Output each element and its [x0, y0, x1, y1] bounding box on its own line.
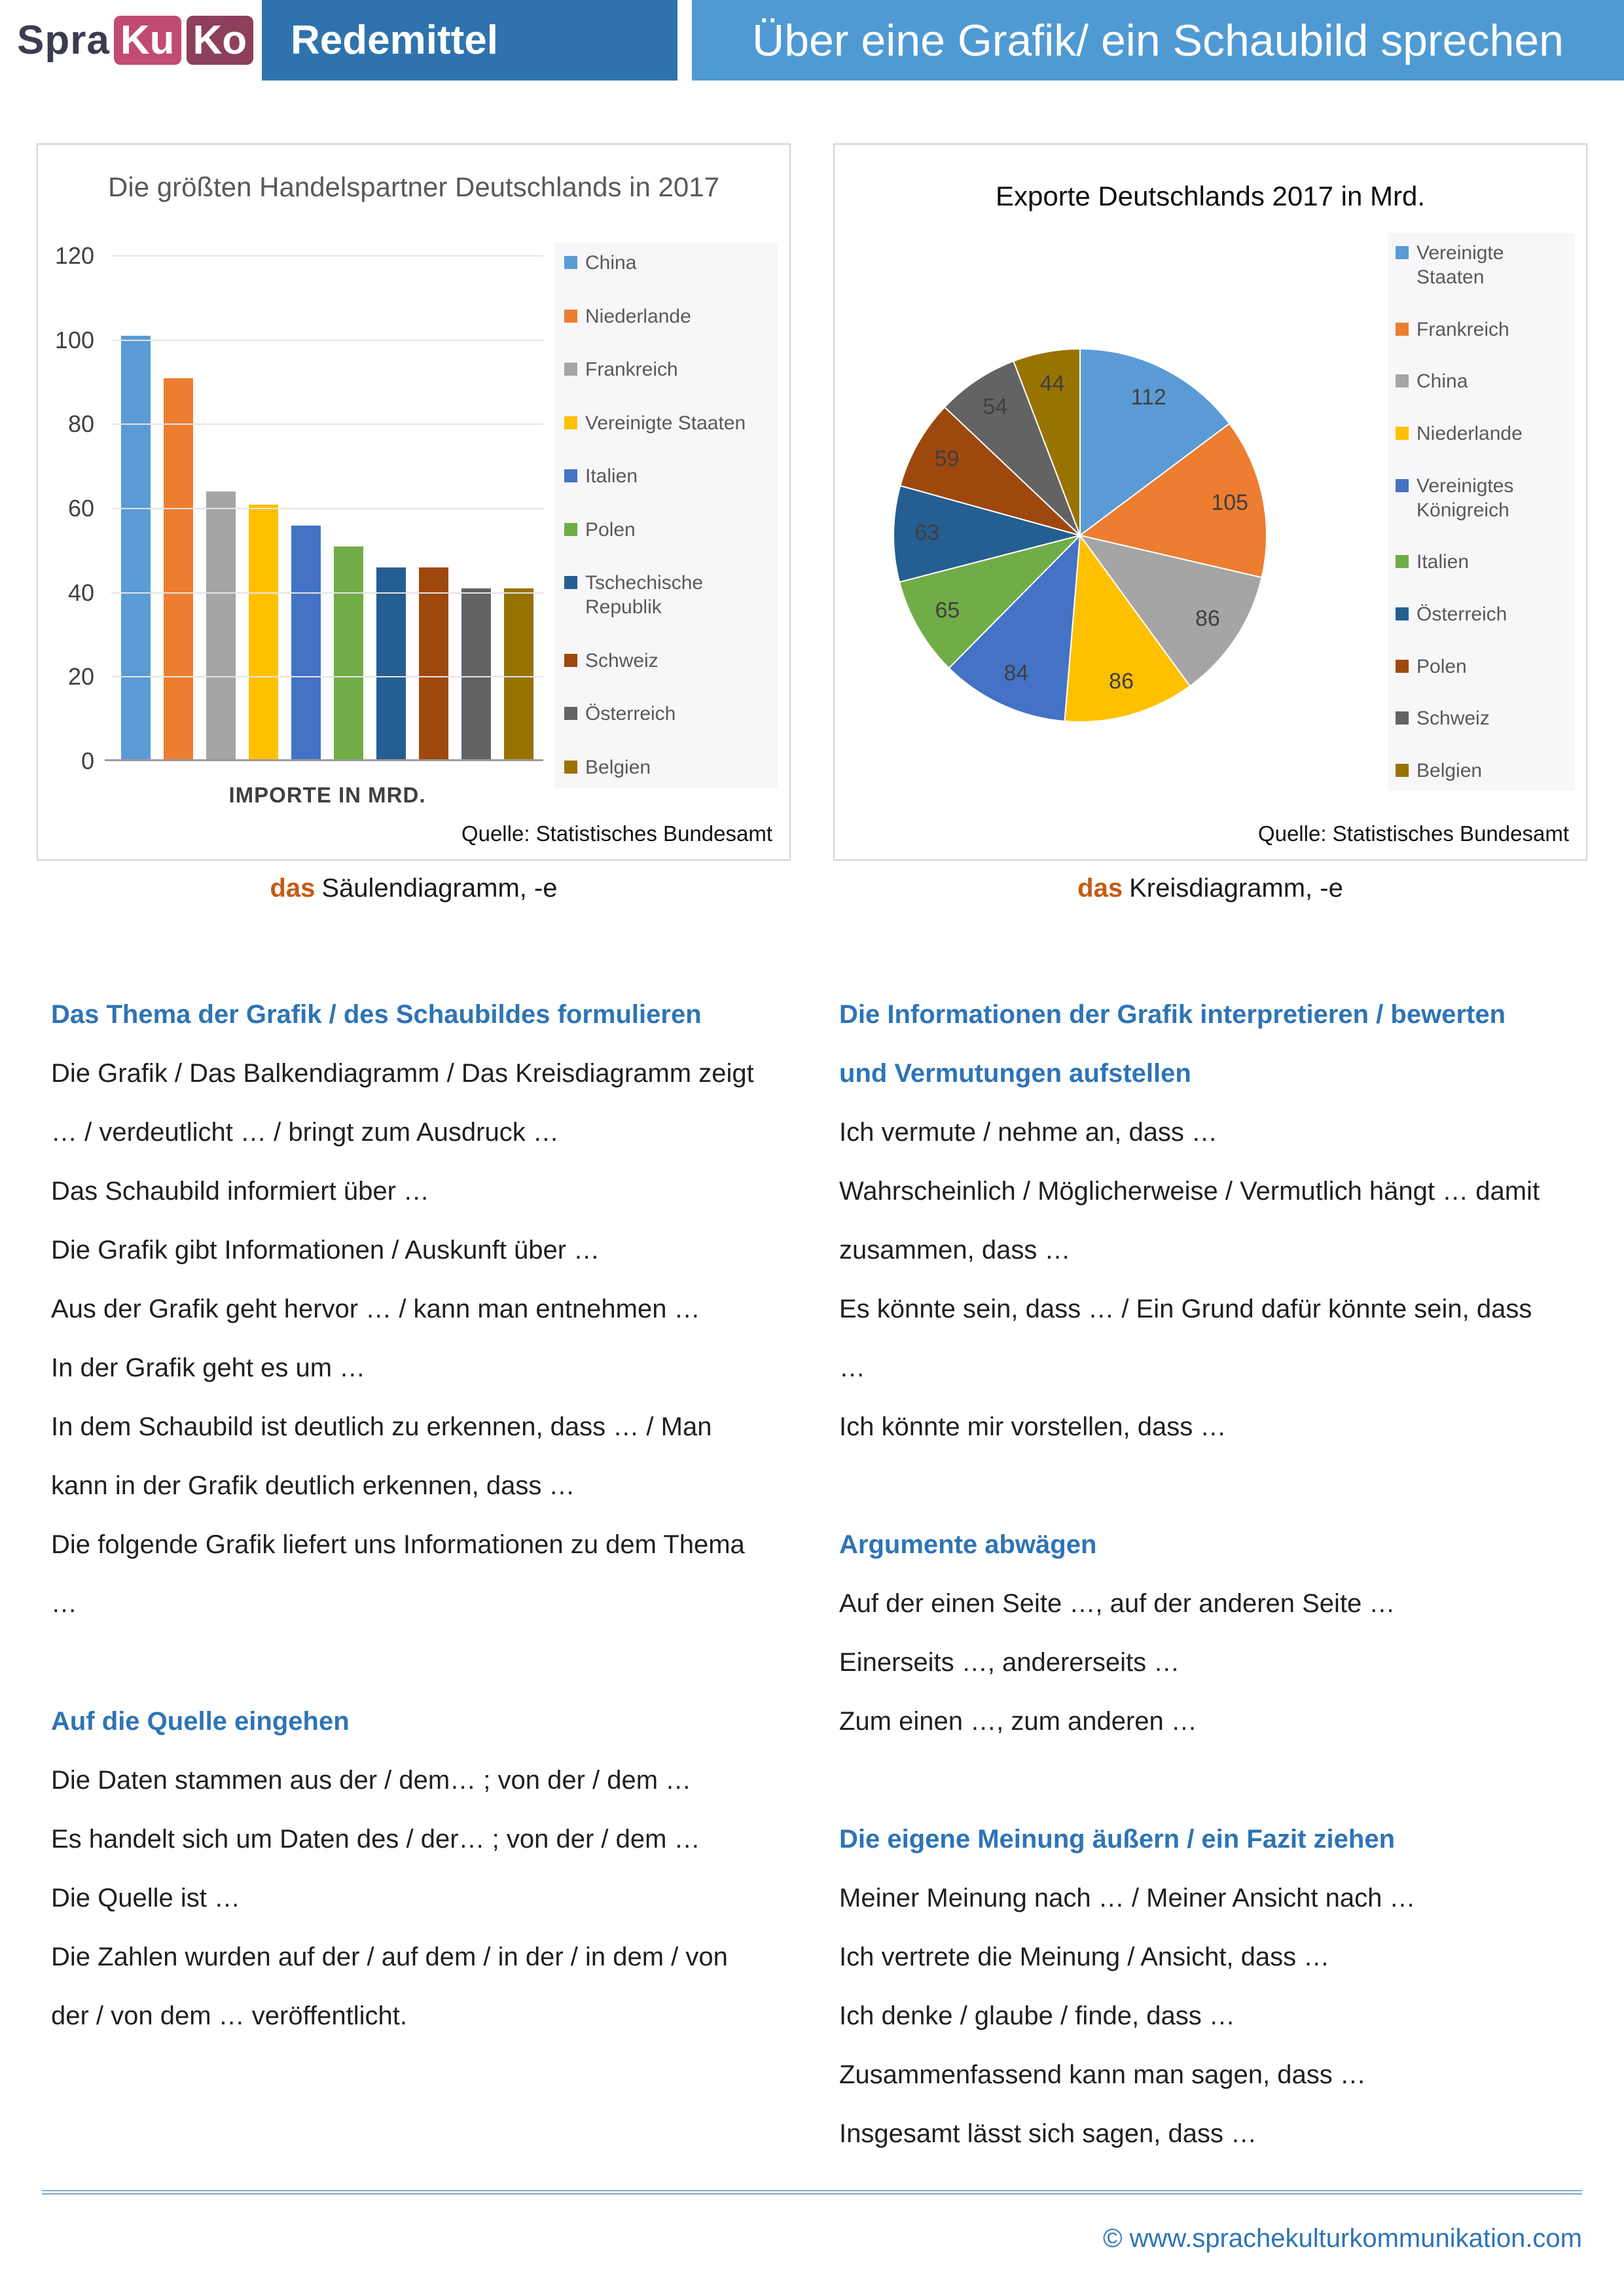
- legend-label: Schweiz: [1416, 708, 1490, 730]
- y-tick-label: 0: [81, 747, 94, 774]
- bar-source: Quelle: Statistisches Bundesamt: [461, 821, 772, 846]
- legend-label: Italien: [1416, 551, 1470, 573]
- legend-label: Belgien: [1416, 759, 1483, 781]
- header-title-band: [692, 0, 1624, 81]
- bar-belgien: [504, 588, 533, 761]
- pie-value-label: 44: [1039, 371, 1065, 397]
- phrase: In der Grafik geht es um …: [51, 1354, 366, 1382]
- bar-y-axis: [38, 242, 101, 774]
- legend-label: Österreich: [1416, 603, 1507, 625]
- phrase: Zum einen …, zum anderen …: [839, 1707, 1197, 1736]
- pie-value-label: 84: [1003, 660, 1029, 686]
- phrase: In dem Schaubild ist deutlich zu erkennen, dass … / Man kann in der Grafik deutlich erkennen, dass …: [51, 1412, 712, 1500]
- column-left: [51, 985, 771, 2045]
- phrase: Die Quelle ist …: [51, 1884, 240, 1912]
- x-axis-line: [105, 759, 543, 761]
- section-interpretieren: [839, 985, 1559, 1456]
- legend-label: Polen: [1416, 655, 1467, 677]
- legend-label: Frankreich: [585, 359, 678, 381]
- legend-item: [564, 702, 774, 726]
- bar-caption: [37, 874, 791, 903]
- legend-swatch-icon: [564, 761, 577, 774]
- bar-chart-title: Die größten Handelspartner Deutschlands in 2017: [108, 171, 719, 202]
- phrase: Ich vermute / nehme an, dass …: [839, 1118, 1218, 1147]
- section-quelle: [51, 1692, 771, 2045]
- legend-swatch-icon: [564, 310, 577, 323]
- legend-item: [1396, 759, 1572, 783]
- phrase: Ich vertrete die Meinung / Ansicht, dass …: [839, 1943, 1330, 1971]
- legend-item: [564, 251, 774, 275]
- legend-item: [1396, 655, 1572, 679]
- phrase: Die Grafik / Das Balkendiagramm / Das Kreisdiagramm zeigt … / verdeutlicht … / bringt zum Ausdruck …: [51, 1059, 754, 1147]
- charts-row: [37, 143, 1587, 861]
- bar-italien: [291, 526, 321, 761]
- legend-swatch-icon: [564, 654, 577, 667]
- legend-swatch-icon: [564, 469, 577, 482]
- legend-swatch-icon: [1396, 711, 1409, 725]
- bar-caption-term: Säulendiagramm, -e: [321, 874, 558, 903]
- legend-label: Vereinigte Staaten: [585, 412, 746, 434]
- legend-label: Vereinigte Staaten: [1416, 242, 1504, 288]
- y-tick-label: 100: [54, 326, 94, 353]
- section-heading: Das Thema der Grafik / des Schaubildes formulieren: [51, 1000, 702, 1029]
- legend-item: [1396, 602, 1572, 626]
- section-heading: Die Informationen der Grafik interpretieren / bewerten und Vermutungen aufstellen: [839, 1000, 1506, 1088]
- bar-caption-article: das: [270, 874, 316, 903]
- legend-item: [1396, 550, 1572, 574]
- pie-legend: [1388, 233, 1574, 791]
- pie-caption: [833, 874, 1587, 903]
- pie-value-label: 86: [1109, 668, 1134, 694]
- phrase: Insgesamt lässt sich sagen, dass …: [839, 2119, 1257, 2148]
- pie-value-label: 86: [1195, 605, 1220, 631]
- pie-chart-card: [833, 143, 1587, 861]
- bar-legend: [554, 243, 778, 787]
- column-right: [839, 985, 1559, 2163]
- phrase: Wahrscheinlich / Möglicherweise / Vermutlich hängt … damit zusammen, dass …: [839, 1177, 1540, 1265]
- legend-item: [564, 649, 774, 673]
- header: [0, 0, 1624, 81]
- legend-item: [1396, 241, 1572, 289]
- legend-item: [564, 755, 774, 780]
- y-tick-label: 80: [67, 410, 94, 438]
- y-tick-label: 20: [67, 663, 94, 691]
- phrase: Ich könnte mir vorstellen, dass …: [839, 1412, 1227, 1441]
- legend-swatch-icon: [1396, 479, 1409, 492]
- pie-value-label: 63: [914, 520, 940, 546]
- logo-text-spra: Spra: [17, 18, 110, 63]
- section-meinung: [839, 1810, 1559, 2163]
- legend-item: [1396, 317, 1572, 342]
- logo-text-ku: Ku: [114, 16, 181, 65]
- pie-caption-term: Kreisdiagramm, -e: [1129, 874, 1343, 903]
- bar-österreich: [461, 588, 491, 761]
- legend-swatch-icon: [564, 707, 577, 720]
- phrase: Die Daten stammen aus der / dem… ; von der / dem …: [51, 1766, 692, 1795]
- legend-swatch-icon: [1396, 660, 1409, 673]
- legend-item: [1396, 706, 1572, 730]
- pie-caption-article: das: [1077, 874, 1123, 903]
- section-heading: Die eigene Meinung äußern / ein Fazit ziehen: [839, 1825, 1396, 1854]
- y-tick-label: 40: [67, 579, 94, 606]
- phrase: Es handelt sich um Daten des / der… ; von der / dem …: [51, 1825, 700, 1854]
- legend-label: China: [1416, 370, 1468, 393]
- pie-source: Quelle: Statistisches Bundesamt: [1257, 821, 1569, 846]
- bar-vereinigte-staaten: [249, 505, 278, 761]
- gridline: [111, 592, 543, 594]
- legend-swatch-icon: [1396, 427, 1409, 440]
- pie-value-label: 65: [935, 598, 960, 623]
- bar-niederlande: [164, 378, 193, 761]
- bar-schweiz: [419, 567, 448, 761]
- legend-swatch-icon: [564, 363, 577, 376]
- copyright-link[interactable]: © www.sprachekulturkommunikation.com: [1103, 2224, 1582, 2253]
- legend-swatch-icon: [1396, 764, 1409, 777]
- footer-rule: [42, 2190, 1582, 2195]
- phrase: Das Schaubild informiert über …: [51, 1177, 430, 1206]
- gridline: [111, 340, 543, 341]
- phrase: Ich denke / glaube / finde, dass …: [839, 2001, 1235, 2030]
- phrase: Die Zahlen wurden auf der / auf dem / in der / in dem / von der / von dem … veröffentlicht.: [51, 1943, 728, 2030]
- bar-chart-card: [37, 143, 791, 861]
- pie-value-label: 112: [1130, 384, 1166, 410]
- legend-label: Schweiz: [585, 649, 659, 672]
- pie-svg: [884, 339, 1276, 732]
- bar-plot: [111, 256, 543, 761]
- chart-captions: [37, 874, 1587, 903]
- legend-swatch-icon: [564, 416, 577, 429]
- legend-label: Niederlande: [585, 305, 691, 327]
- gridline: [111, 255, 543, 257]
- legend-label: Österreich: [585, 703, 676, 725]
- legend-label: China: [585, 252, 637, 274]
- legend-item: [564, 571, 774, 619]
- legend-label: Polen: [585, 518, 636, 541]
- legend-label: Italien: [585, 465, 638, 488]
- phrase: Aus der Grafik geht hervor … / kann man entnehmen …: [51, 1295, 700, 1323]
- legend-item: [564, 411, 774, 435]
- logo-text-ko: Ko: [187, 16, 254, 65]
- logo: [0, 0, 262, 81]
- pie-value-label: 54: [983, 394, 1008, 420]
- page-title: Über eine Grafik/ ein Schaubild sprechen: [752, 15, 1564, 65]
- legend-swatch-icon: [1396, 246, 1409, 259]
- legend-swatch-icon: [1396, 555, 1409, 568]
- legend-swatch-icon: [564, 256, 577, 269]
- gridline: [111, 508, 543, 509]
- phrase-columns: [51, 985, 1559, 2163]
- legend-item: [1396, 369, 1572, 393]
- legend-swatch-icon: [1396, 374, 1409, 387]
- phrase: Die folgende Grafik liefert uns Informationen zu dem Thema …: [51, 1530, 745, 1618]
- legend-item: [1396, 474, 1572, 522]
- bar-x-axis-label: IMPORTE IN MRD.: [228, 783, 426, 807]
- section-argumente: [839, 1515, 1559, 1751]
- gridline: [111, 676, 543, 677]
- legend-swatch-icon: [564, 576, 577, 589]
- gridline: [111, 423, 543, 425]
- legend-item: [564, 304, 774, 329]
- header-section-band: [262, 0, 677, 81]
- pie-value-label: 59: [934, 446, 960, 472]
- section-heading: Argumente abwägen: [839, 1530, 1097, 1559]
- section-label: Redemittel: [291, 18, 498, 63]
- bar-polen: [334, 547, 363, 761]
- section-thema: [51, 985, 771, 1633]
- legend-swatch-icon: [564, 523, 577, 536]
- phrase: Meiner Meinung nach … / Meiner Ansicht nach …: [839, 1884, 1416, 1912]
- phrase: Zusammenfassend kann man sagen, dass …: [839, 2060, 1366, 2089]
- legend-swatch-icon: [1396, 323, 1409, 336]
- legend-item: [564, 464, 774, 488]
- bar-frankreich: [206, 492, 236, 761]
- y-tick-label: 60: [67, 495, 94, 522]
- phrase: Die Grafik gibt Informationen / Auskunft über …: [51, 1236, 600, 1265]
- legend-label: Frankreich: [1416, 318, 1509, 340]
- pie-value-label: 105: [1211, 490, 1249, 515]
- legend-swatch-icon: [1396, 607, 1409, 620]
- section-heading: Auf die Quelle eingehen: [51, 1707, 350, 1736]
- legend-item: [564, 518, 774, 542]
- bar-tschechische-republik: [376, 567, 406, 761]
- y-tick-label: 120: [54, 242, 94, 269]
- legend-label: Belgien: [585, 756, 651, 778]
- phrase: Auf der einen Seite …, auf der anderen Seite …: [839, 1589, 1396, 1618]
- legend-label: Tschechische Republik: [585, 572, 704, 619]
- pie-chart-title: Exporte Deutschlands 2017 in Mrd.: [995, 181, 1426, 211]
- legend-item: [564, 357, 774, 382]
- legend-label: Niederlande: [1416, 422, 1523, 444]
- legend-label: Vereinigtes Königreich: [1416, 475, 1514, 521]
- legend-item: [1396, 422, 1572, 446]
- phrase: Einerseits …, andererseits …: [839, 1648, 1180, 1677]
- bar-china: [121, 336, 151, 761]
- phrase: Es könnte sein, dass … / Ein Grund dafür könnte sein, dass …: [839, 1295, 1532, 1382]
